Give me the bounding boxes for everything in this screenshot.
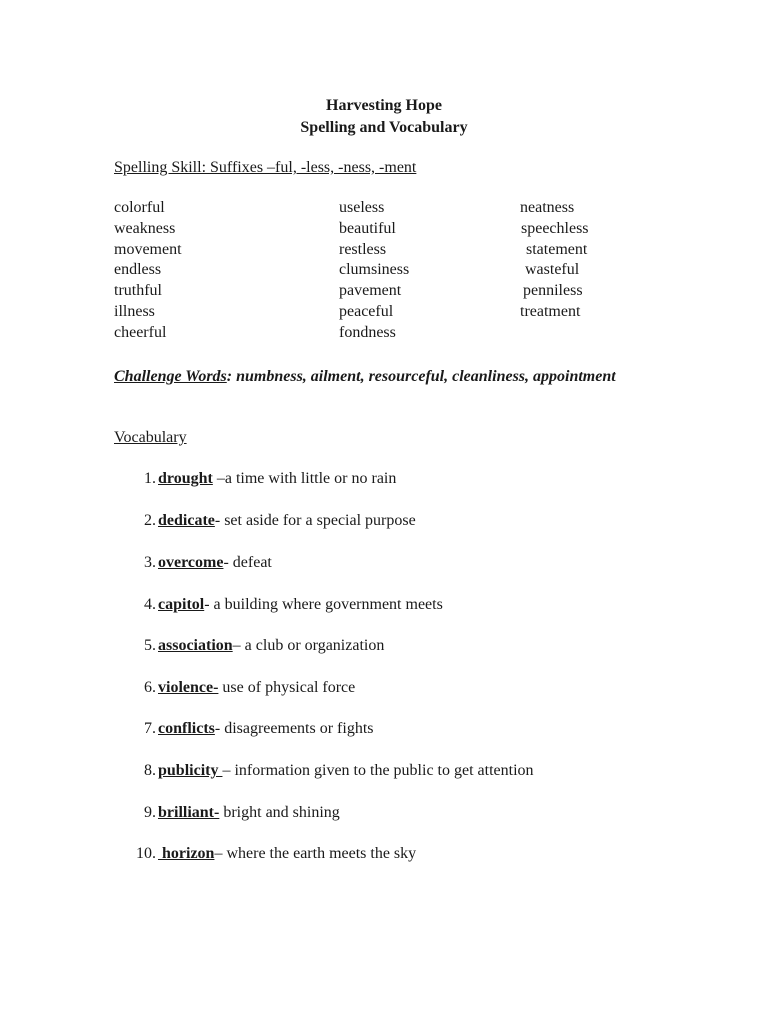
spelling-word: wasteful xyxy=(525,261,580,279)
vocab-definition: – where the earth meets the sky xyxy=(214,845,417,862)
item-number: 6. xyxy=(144,679,156,696)
spelling-word: fondness xyxy=(339,323,396,341)
spelling-word: treatment xyxy=(520,302,581,320)
vocabulary-item xyxy=(114,802,340,824)
vocab-term: overcome xyxy=(158,554,224,571)
vocab-term: dedicate xyxy=(158,512,215,529)
spelling-word: neatness xyxy=(520,199,575,216)
vocab-definition: –a time with little or no rain xyxy=(212,470,397,487)
vocabulary-item xyxy=(114,594,443,616)
document-subtitle: Spelling and Vocabulary xyxy=(300,119,468,136)
spelling-word: illness xyxy=(114,302,155,320)
vocabulary-item xyxy=(114,468,396,490)
spelling-word: restless xyxy=(339,240,387,258)
vocabulary-item xyxy=(114,552,272,574)
item-number: 8. xyxy=(144,762,156,779)
spelling-word: peaceful xyxy=(339,302,394,320)
spelling-word: beautiful xyxy=(339,219,396,237)
vocab-definition: – information given to the public to get attention xyxy=(222,762,534,779)
spelling-word: movement xyxy=(114,240,182,258)
vocabulary-item xyxy=(114,635,384,657)
vocabulary-heading: Vocabulary xyxy=(114,429,187,446)
document-title: Harvesting Hope xyxy=(326,97,442,114)
challenge-label: Challenge Words xyxy=(114,368,227,385)
spelling-word: penniless xyxy=(523,282,583,300)
spelling-word: pavement xyxy=(339,282,402,300)
vocab-definition: use of physical force xyxy=(218,679,356,696)
spelling-word: cheerful xyxy=(114,323,167,341)
spelling-word: weakness xyxy=(114,219,176,237)
vocab-term: drought xyxy=(158,470,213,487)
vocabulary-item xyxy=(114,510,416,532)
vocabulary-item xyxy=(114,718,374,740)
vocab-term: violence- xyxy=(158,679,219,696)
item-number: 2. xyxy=(144,512,156,529)
spelling-column-1 xyxy=(114,198,182,344)
spelling-word: speechless xyxy=(521,219,589,237)
item-number: 4. xyxy=(144,596,156,613)
vocab-definition: - disagreements or fights xyxy=(214,720,374,737)
vocab-definition: - defeat xyxy=(223,554,272,571)
spelling-column-3 xyxy=(520,198,589,323)
item-number: 10. xyxy=(136,845,156,862)
spelling-word: colorful xyxy=(114,199,165,216)
vocab-definition: bright and shining xyxy=(219,804,340,821)
vocab-definition: – a club or organization xyxy=(232,637,385,654)
vocabulary-item xyxy=(114,760,534,782)
challenge-words xyxy=(114,366,634,387)
vocabulary-item xyxy=(114,843,416,865)
vocab-term: brilliant- xyxy=(158,804,220,821)
item-number: 9. xyxy=(144,804,156,821)
spelling-word: endless xyxy=(114,261,162,279)
vocab-term: capitol xyxy=(158,596,205,613)
vocab-term: association xyxy=(158,637,233,654)
item-number: 5. xyxy=(144,637,156,654)
challenge-word-list: : numbness, ailment, resourceful, cleanliness, appointment xyxy=(226,368,616,385)
vocab-definition: - set aside for a special purpose xyxy=(214,512,416,529)
vocabulary-item xyxy=(114,677,355,699)
vocab-term: conflicts xyxy=(158,720,215,737)
item-number: 3. xyxy=(144,554,156,571)
spelling-word: useless xyxy=(339,199,385,216)
spelling-word: truthful xyxy=(114,282,162,300)
item-number: 7. xyxy=(144,720,156,737)
spelling-word: clumsiness xyxy=(339,261,410,279)
item-number: 1. xyxy=(144,470,156,487)
title-block xyxy=(0,95,768,139)
spelling-column-2 xyxy=(339,198,409,344)
vocab-term: horizon xyxy=(158,845,215,862)
vocab-definition: - a building where government meets xyxy=(204,596,443,613)
vocab-term: publicity xyxy=(158,762,223,779)
spelling-word: statement xyxy=(526,240,588,258)
spelling-skill-heading: Spelling Skill: Suffixes –ful, -less, -ness, -ment xyxy=(114,159,417,176)
